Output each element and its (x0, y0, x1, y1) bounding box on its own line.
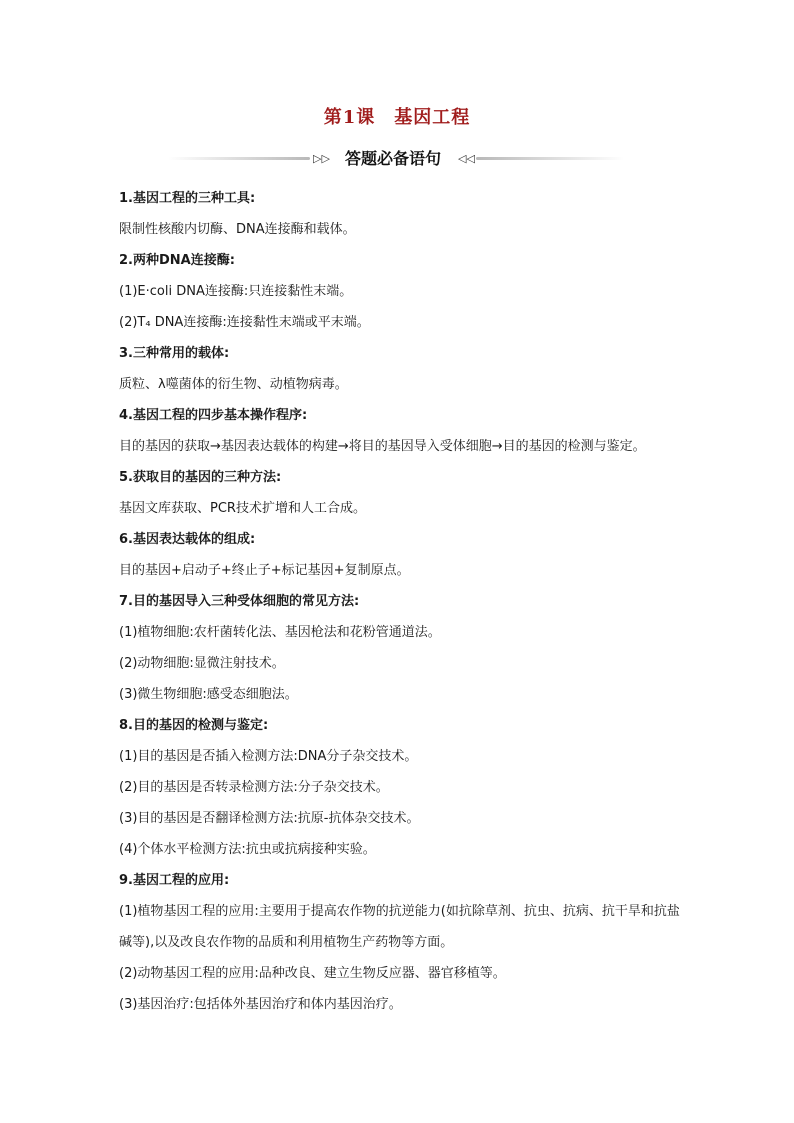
section-8-item: (4)个体水平检测方法:抗虫或抗病接种实验。 (119, 842, 376, 857)
section-9-heading: 9.基因工程的应用: (119, 873, 230, 888)
section-3-heading: 3.三种常用的载体: (119, 346, 230, 361)
section-8-item: (2)目的基因是否转录检测方法:分子杂交技术。 (119, 780, 389, 795)
section-9-item: (2)动物基因工程的应用:品种改良、建立生物反应器、器官移植等。 (119, 966, 506, 981)
section-1-heading: 1.基因工程的三种工具: (119, 191, 256, 206)
section-7-item: (1)植物细胞:农杆菌转化法、基因枪法和花粉管通道法。 (119, 625, 441, 640)
double-arrow-right-icon: ▷▷ (313, 152, 330, 165)
section-6-heading: 6.基因表达载体的组成: (119, 532, 256, 547)
section-2-item: (1)E·coli DNA连接酶:只连接黏性末端。 (119, 284, 353, 299)
section-2-heading: 2.两种DNA连接酶: (119, 253, 235, 268)
section-4-item: 目的基因的获取→基因表达载体的构建→将目的基因导入受体细胞→目的基因的检测与鉴定。 (119, 439, 646, 454)
section-8-item: (1)目的基因是否插入检测方法:DNA分子杂交技术。 (119, 749, 418, 764)
section-8-item: (3)目的基因是否翻译检测方法:抗原-抗体杂交技术。 (119, 811, 420, 826)
page-title: 第1课 基因工程 (323, 107, 471, 128)
section-2-item: (2)T₄ DNA连接酶:连接黏性末端或平末端。 (119, 315, 370, 330)
section-5-item: 基因文库获取、PCR技术扩增和人工合成。 (119, 501, 366, 516)
section-3-item: 质粒、λ噬菌体的衍生物、动植物病毒。 (119, 377, 348, 392)
section-7-item: (3)微生物细胞:感受态细胞法。 (119, 687, 298, 702)
section-9-item: (1)植物基因工程的应用:主要用于提高农作物的抗逆能力(如抗除草剂、抗虫、抗病、抗干旱和抗盐碱等),以及改良农作物的品质和利用植物生产药物等方面。 (119, 904, 680, 950)
section-5-heading: 5.获取目的基因的三种方法: (119, 470, 282, 485)
section-4-heading: 4.基因工程的四步基本操作程序: (119, 408, 308, 423)
section-7-item: (2)动物细胞:显微注射技术。 (119, 656, 285, 671)
section-banner (168, 148, 624, 170)
banner-title: 答题必备语句 (344, 149, 441, 168)
section-1-item: 限制性核酸内切酶、DNA连接酶和载体。 (119, 222, 356, 237)
section-7-heading: 7.目的基因导入三种受体细胞的常见方法: (119, 594, 360, 609)
section-6-item: 目的基因+启动子+终止子+标记基因+复制原点。 (119, 563, 410, 578)
banner-left-rule (168, 157, 310, 160)
section-8-heading: 8.目的基因的检测与鉴定: (119, 718, 269, 733)
double-arrow-left-icon: ◁◁ (458, 152, 475, 165)
content-body (119, 183, 689, 1020)
section-9-item: (3)基因治疗:包括体外基因治疗和体内基因治疗。 (119, 997, 402, 1012)
banner-right-rule (476, 157, 624, 160)
